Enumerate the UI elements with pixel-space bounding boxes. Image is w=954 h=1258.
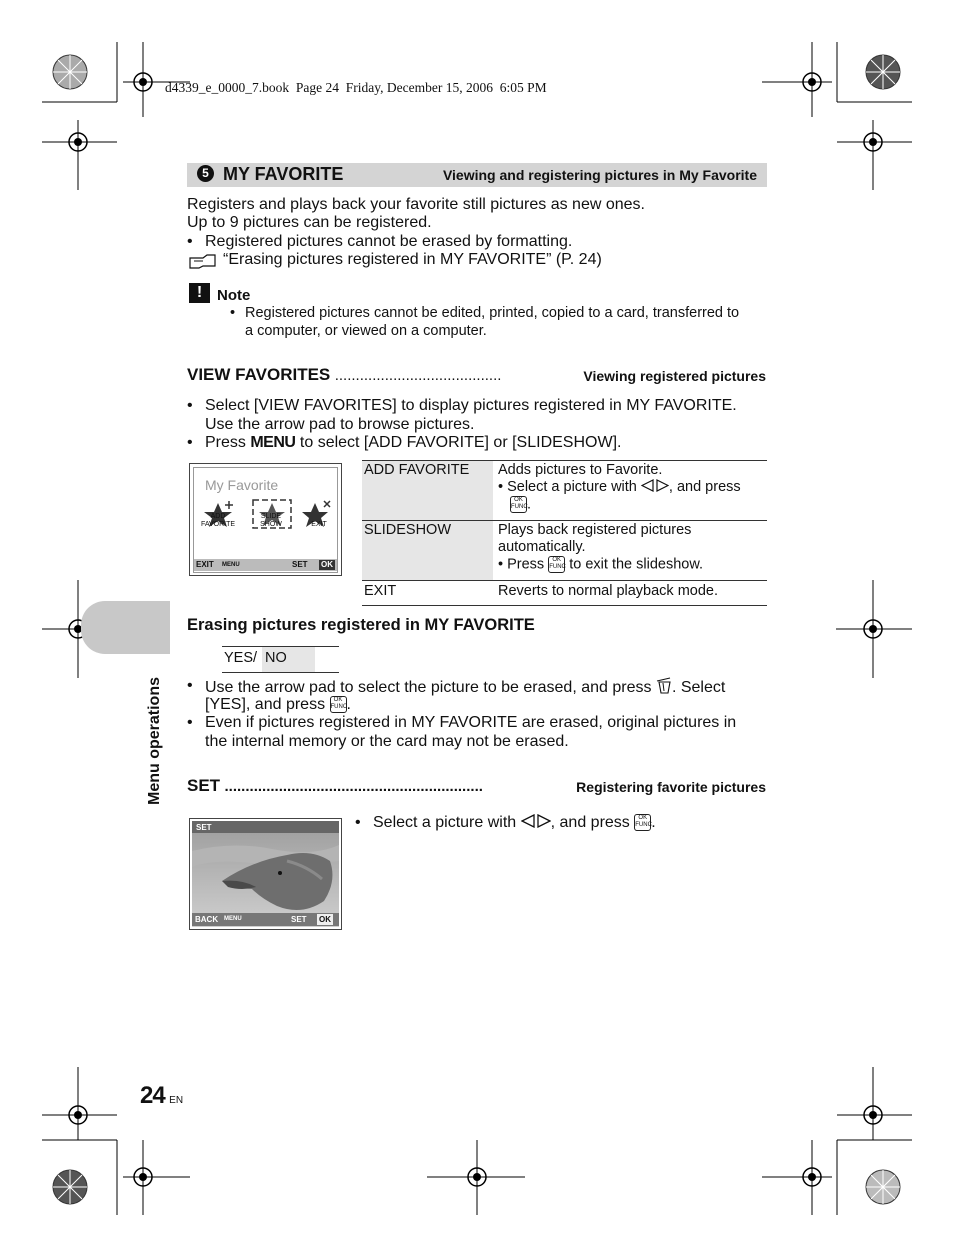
set-heading-row (187, 776, 767, 798)
screen-footer (192, 913, 339, 926)
option-name: ADD FAVORITE (362, 461, 493, 521)
erasing-bullet-2 (187, 714, 767, 752)
item-slideshow (249, 513, 293, 529)
screen-footer (194, 559, 337, 571)
note-line-1: Registered pictures cannot be edited, printed, copied to a card, transferred to (245, 305, 740, 321)
intro-line-2: Up to 9 pictures can be registered. (187, 214, 432, 231)
bullet-text: Use the arrow pad to browse pictures. (205, 416, 475, 433)
text: , and press (668, 479, 741, 495)
text: to exit the slideshow. (569, 556, 704, 573)
view-favorites-bullet-1 (187, 397, 767, 435)
left-right-arrow-icon (521, 814, 551, 828)
ok-func-icon: OK FUNC (548, 556, 565, 573)
table-row (362, 521, 767, 581)
text: Select a picture with (373, 814, 517, 831)
footer-left: EXIT (196, 560, 214, 569)
text: to select [ADD FAVORITE] or [SLIDESHOW]. (295, 434, 622, 451)
label: SHOW (260, 521, 282, 528)
bullet-dot: • (187, 677, 193, 694)
bullet-dot: • (230, 305, 236, 321)
page-number (140, 1082, 183, 1110)
bullet-text: the internal memory or the card may not be erased. (205, 733, 569, 750)
dolphin-photo (192, 821, 339, 927)
footer-ok: OK (319, 915, 331, 924)
ok-func-icon: OK FUNC (510, 496, 527, 513)
text: • Press (498, 556, 545, 573)
text: . Select (671, 679, 726, 696)
side-tab-label: Menu operations (146, 676, 163, 805)
bullet-dot: • (355, 814, 361, 831)
footer-right: SET (292, 560, 308, 569)
section-title: MY FAVORITE (223, 164, 344, 184)
ok-func-icon: OK FUNC (330, 696, 347, 713)
yes-no-selector (222, 646, 339, 673)
set-bullet (355, 814, 755, 836)
footer-ok: OK (321, 560, 333, 569)
page-number-value: 24 (140, 1082, 165, 1109)
set-subtitle: Registering favorite pictures (576, 779, 766, 795)
option-desc (493, 461, 767, 521)
footer-right: SET (291, 915, 307, 924)
table-row (362, 581, 767, 606)
camera-screen-my-favorite (189, 463, 342, 576)
text: [YES], and press (205, 696, 326, 713)
table-row (362, 461, 767, 521)
footer-menu: MENU (224, 916, 242, 922)
yes-option: YES/ (224, 650, 258, 666)
note-text (230, 304, 770, 344)
reference-hand-icon (189, 253, 217, 269)
bullet-text (205, 677, 725, 698)
bullet-text: Registered pictures cannot be erased by formatting. (205, 233, 573, 250)
option-desc (493, 521, 767, 581)
bullet-dot: • (187, 233, 193, 250)
desc-line (498, 479, 764, 496)
label: SLIDE (260, 513, 282, 520)
note-icon: ! (189, 283, 210, 303)
intro-reference (187, 251, 747, 271)
erasing-bullet-1 (187, 677, 767, 715)
label: FAVORITE (200, 521, 236, 528)
screen-title: SET (196, 823, 212, 832)
bullet-dot: • (187, 397, 193, 414)
circled-number-icon: 5 (197, 165, 214, 182)
section-header-bar (187, 163, 767, 187)
text: • Select a picture with (498, 479, 637, 495)
trash-icon (656, 677, 672, 694)
text: Press (205, 434, 251, 451)
note-label: Note (217, 287, 251, 304)
label: ADD (210, 513, 226, 520)
desc-line (498, 556, 764, 573)
page-language: EN (169, 1095, 184, 1106)
desc-line: OK FUNC. (511, 496, 532, 513)
leader-dots: ........................................ (334, 367, 502, 384)
camera-screen-set (189, 818, 342, 930)
side-tab (81, 601, 170, 654)
view-favorites-heading: VIEW FAVORITES (187, 365, 331, 384)
view-favorites-subtitle: Viewing registered pictures (583, 368, 766, 384)
bullet-text: Even if pictures registered in MY FAVORITE are erased, original pictures in (205, 714, 737, 731)
note-line-2: a computer, or viewed on a computer. (245, 323, 487, 339)
set-heading: SET (187, 776, 221, 795)
text: , and press (550, 814, 630, 831)
bullet-dot: • (187, 434, 193, 451)
desc-line: Plays back registered pictures (498, 522, 692, 538)
bullet-dot: • (187, 714, 193, 731)
bullet-text (205, 434, 621, 453)
intro-line-1: Registers and plays back your favorite still pictures as new ones. (187, 196, 645, 213)
print-info-line: d4339_e_0000_7.book Page 24 Friday, December 15, 2006 6:05 PM (165, 80, 547, 95)
menu-button-label: MENU (250, 434, 296, 451)
reference-text: “Erasing pictures registered in MY FAVORITE” (P. 24) (223, 251, 602, 268)
ok-func-icon: OK FUNC (634, 814, 651, 831)
section-subtitle: Viewing and registering pictures in My Favorite (442, 167, 757, 183)
bullet-text: Select [VIEW FAVORITES] to display pictures registered in MY FAVORITE. (205, 397, 737, 414)
intro-bullet (187, 233, 747, 253)
option-name: SLIDESHOW (362, 521, 493, 581)
view-favorites-heading-row (187, 365, 767, 387)
menu-options-table (362, 460, 767, 606)
view-favorites-bullet-2 (187, 434, 767, 454)
erasing-heading: Erasing pictures registered in MY FAVORITE (187, 616, 535, 634)
leader-dots: .............................................................. (224, 778, 483, 795)
bullet-text: [YES], and press OK FUNC. (205, 696, 351, 713)
text: Use the arrow pad to select the picture to be erased, and press (205, 679, 652, 696)
footer-left: BACK (195, 915, 219, 924)
footer-menu: MENU (222, 562, 240, 568)
item-add-favorite (196, 513, 240, 529)
bullet-text: Select a picture with , and press OK FUNC. (373, 814, 656, 831)
option-name: EXIT (362, 581, 493, 606)
screen-title: My Favorite (205, 477, 279, 493)
item-exit: EXIT (311, 521, 327, 528)
desc-line: Adds pictures to Favorite. (498, 462, 663, 478)
option-desc: Reverts to normal playback mode. (493, 581, 767, 606)
no-option: NO (265, 650, 287, 666)
left-right-arrow-icon (641, 479, 669, 492)
desc-line: automatically. (498, 539, 586, 555)
